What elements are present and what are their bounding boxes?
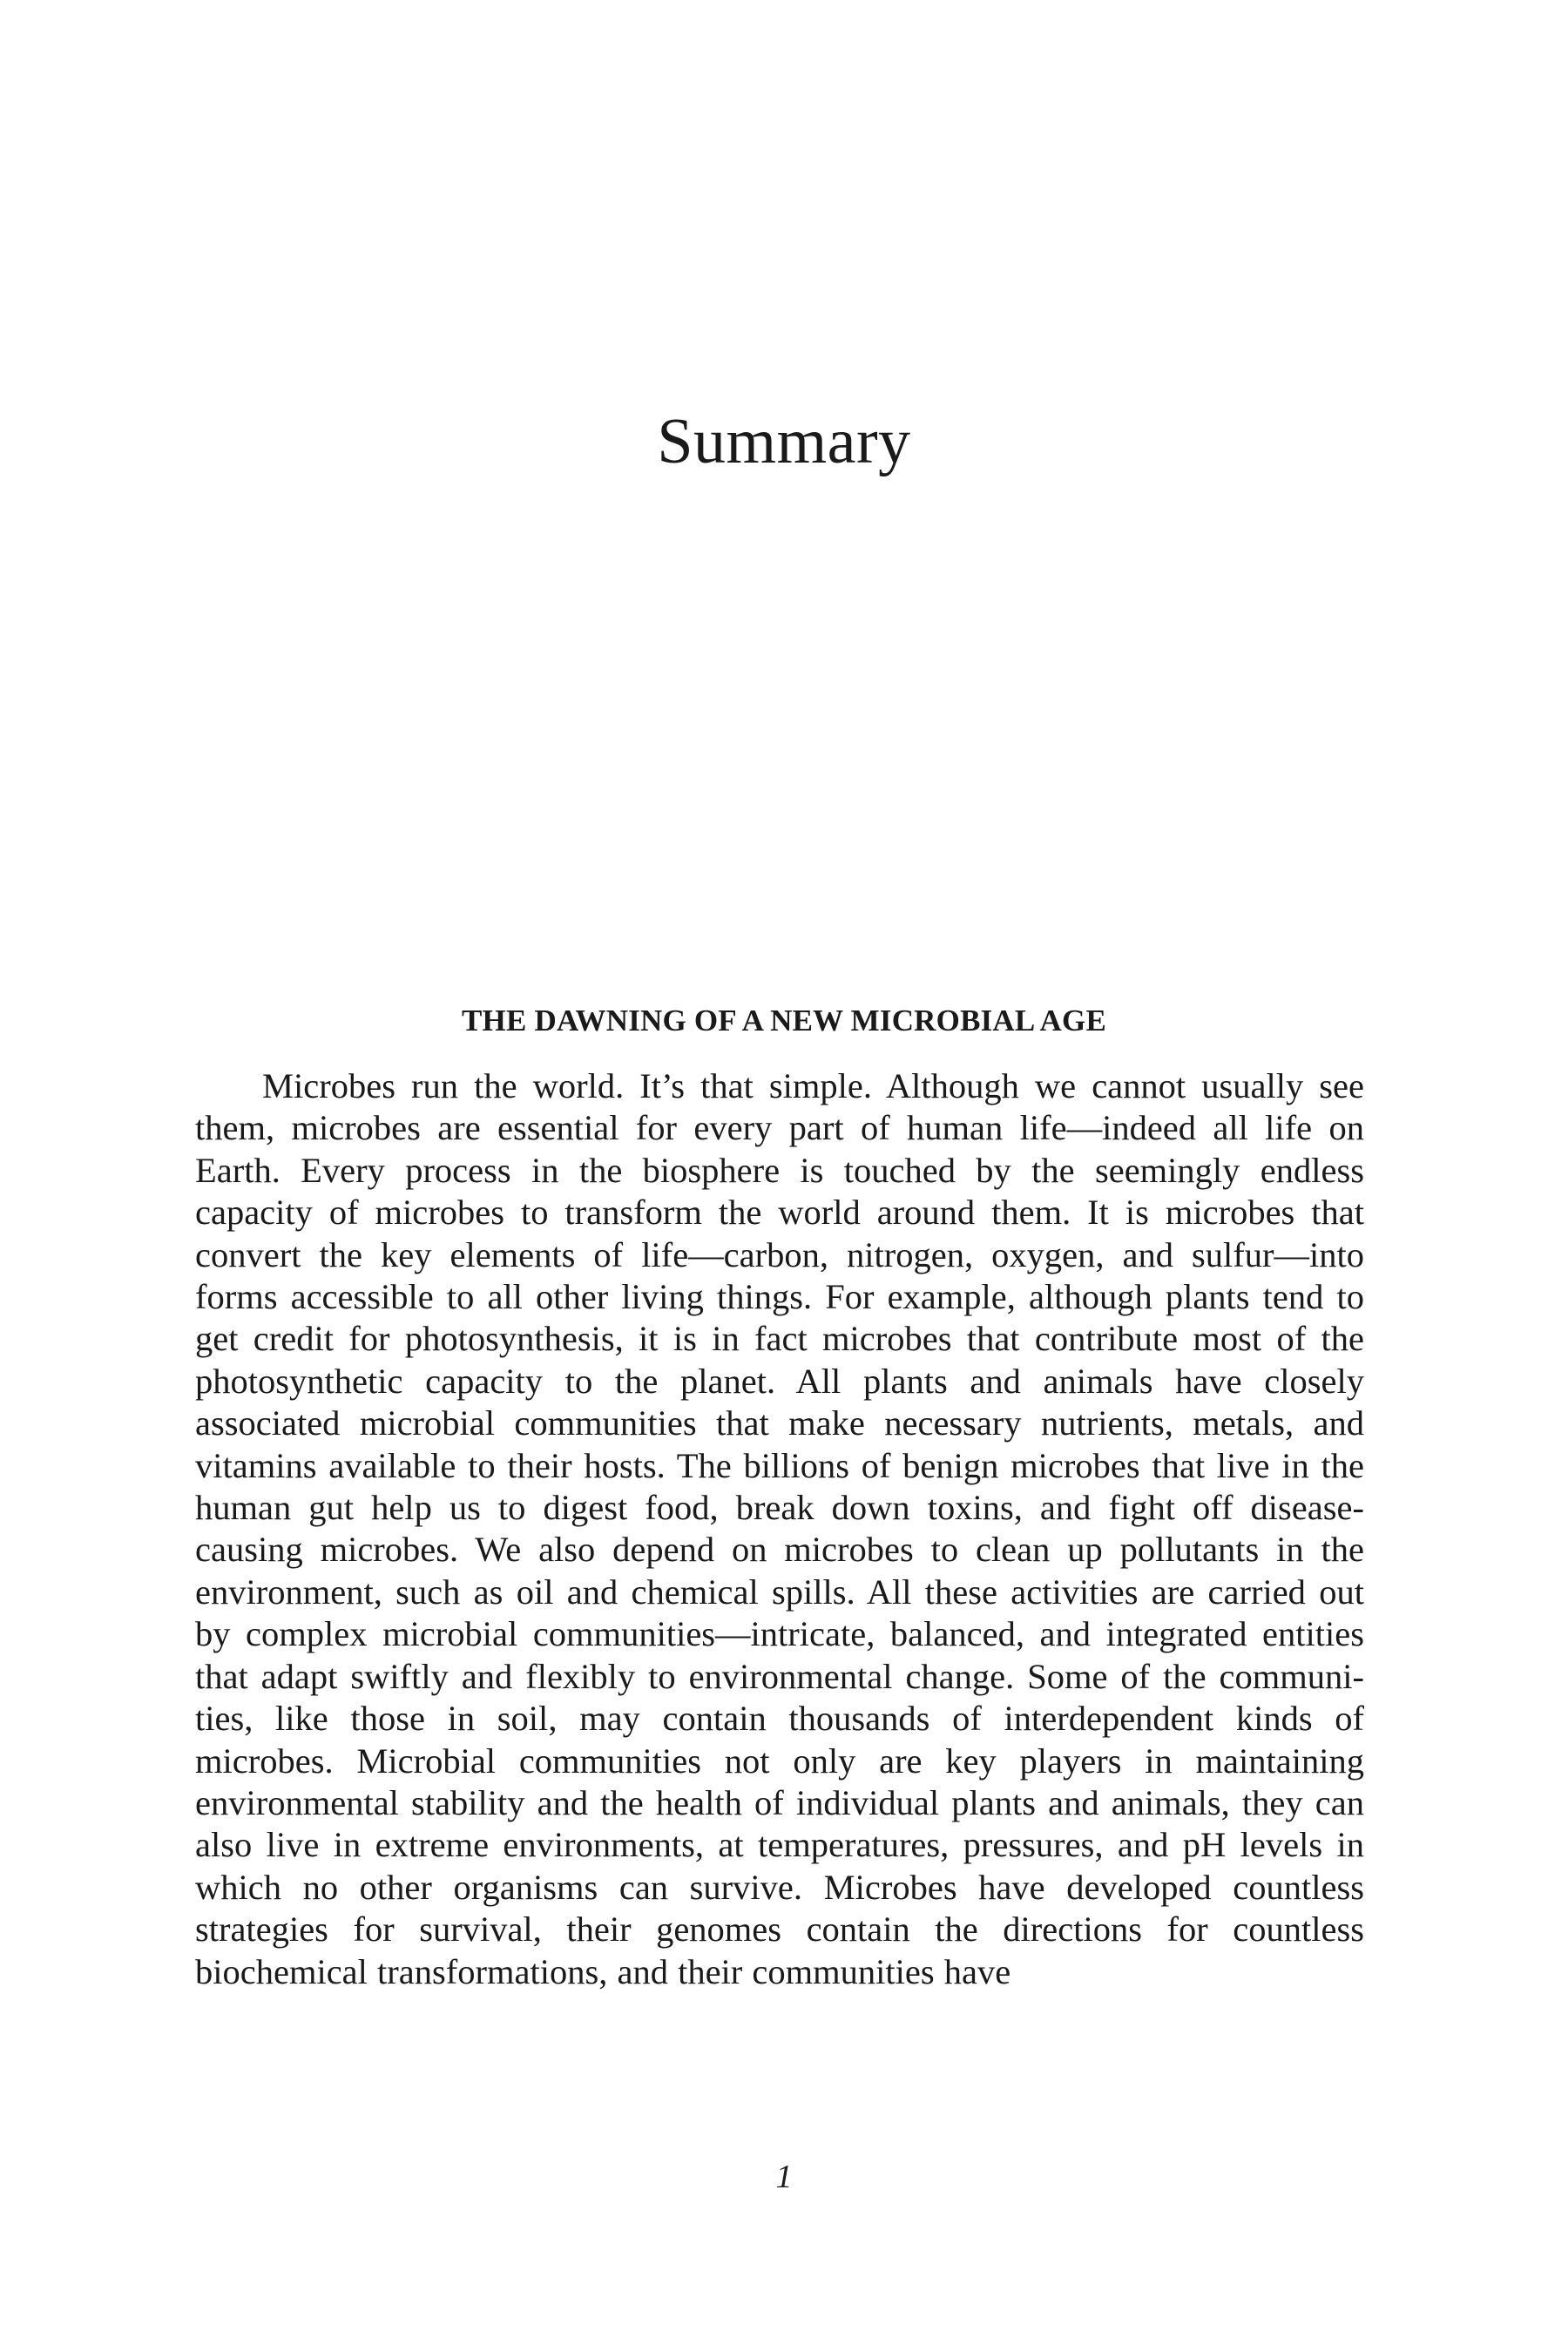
section-heading: THE DAWNING OF A NEW MICROBIAL AGE — [462, 1004, 1106, 1037]
body-paragraph: Microbes run the world. It’s that simple. Although we cannot usually see them, microbes are essential for every part of human life—indeed all life on Earth. Every process in the biosphere is touched by the seemingly endless capacity of microbes to transform the world around them. It is microbes that convert the key elements of life—carbon, nitrogen, oxygen, and sulfur—into forms accessible to all other living things. For example, although plants tend to get credit for photosynthesis, it is in fact microbes that contribute most of the photosynthetic capacity to the planet. All plants and animals have closely associated microbial communities that make necessary nutrients, metals, and vitamins available to their hosts. The billions of benign microbes that live in the human gut help us to digest food, break down toxins, and fight off disease-causing microbes. We also depend on microbes to clean up pollutants in the environment, such as oil and chemical spills. All these activities are carried out by complex microbial communities—intricate, balanced, and integrated entities that adapt swiftly and flexibly to environmental change. Some of the communities, like those in soil, may contain thousands of interdependent kinds of microbes. Microbial communities not only are key players in maintaining environmental stability and the health of individual plants and animals, they can also live in extreme environments, at temperatures, pressures, and pH levels in which no other organisms can survive. Microbes have developed countless strategies for survival, their genomes contain the directions for countless biochemical transformations, and their communities have — [195, 1066, 1364, 1991]
chapter-title: Summary — [657, 406, 911, 477]
page-number: 1 — [775, 2159, 793, 2195]
